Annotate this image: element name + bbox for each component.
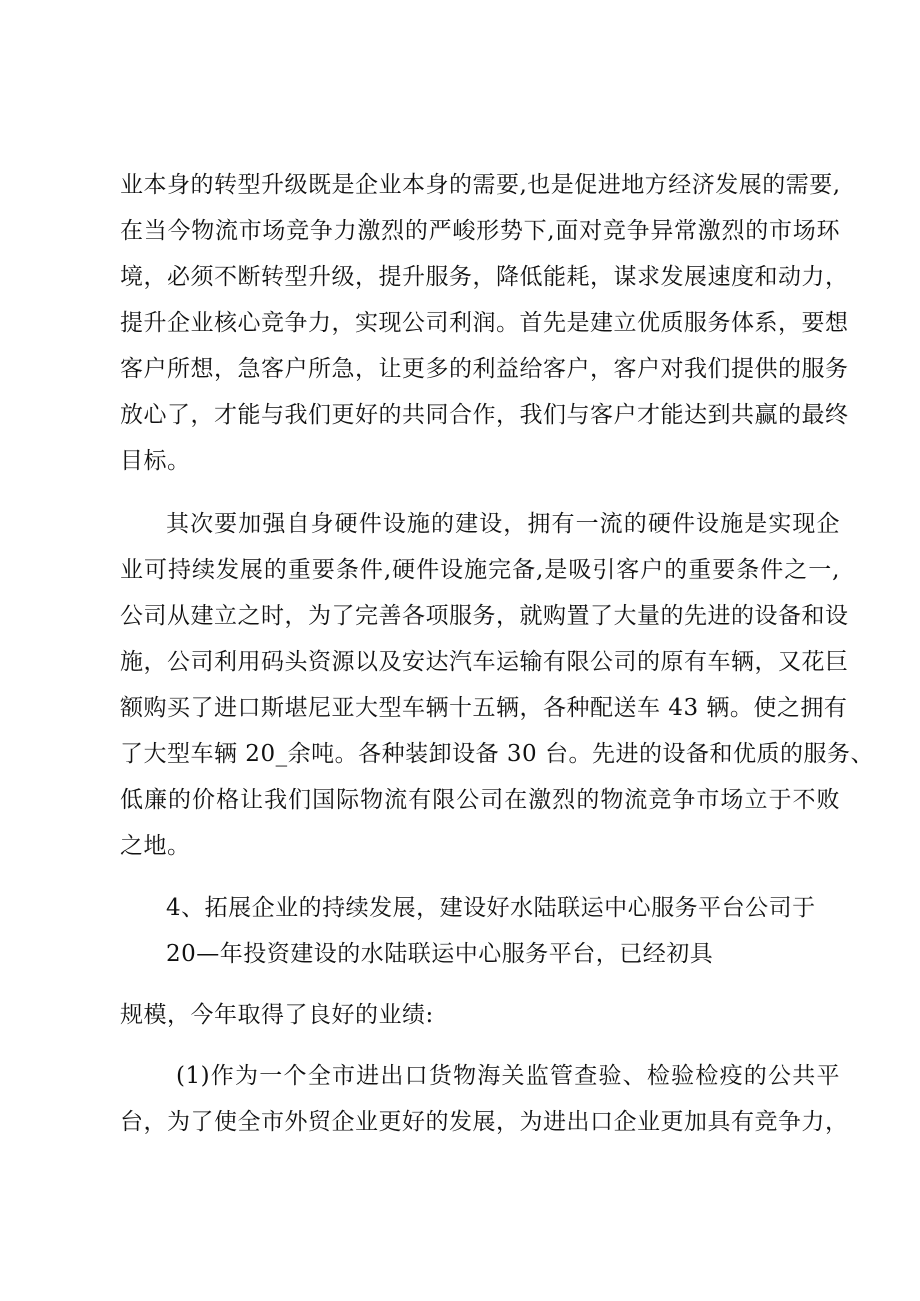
text-line: 提升企业核心竞争力，实现公司利润。首先是建立优质服务体系，要想 bbox=[120, 310, 849, 336]
text-line: 20—年投资建设的水陆联运中心服务平台，已经初具 bbox=[166, 941, 714, 967]
text-line: 放心了，才能与我们更好的共同合作，我们与客户才能达到共赢的最终 bbox=[120, 402, 849, 428]
text-line: 额购买了进口斯堪尼亚大型车辆十五辆，各种配送车 43 辆。使之拥有 bbox=[120, 695, 848, 721]
text-line: 了大型车辆 20_余吨。各种装卸设备 30 台。先进的设备和优质的服务、 bbox=[120, 741, 874, 767]
text-line: 目标。 bbox=[120, 448, 191, 474]
list-item-line: (1)作为一个全市进出口货物海关监管查验、检验检疫的公共平 bbox=[176, 1063, 840, 1089]
text-line: 施，公司利用码头资源以及安达汽车运输有限公司的原有车辆，又花巨 bbox=[120, 649, 849, 675]
text-line: 客户所想，急客户所急，让更多的利益给客户，客户对我们提供的服务 bbox=[120, 356, 849, 382]
text-line: 在当今物流市场竞争力激烈的严峻形势下,面对竞争异常激烈的市场环 bbox=[120, 218, 840, 244]
text-line: 业本身的转型升级既是企业本身的需要,也是促进地方经济发展的需要, bbox=[120, 172, 841, 198]
text-line: 境，必须不断转型升级，提升服务，降低能耗，谋求发展速度和动力， bbox=[120, 264, 849, 290]
text-line: 业可持续发展的重要条件,硬件设施完备,是吸引客户的重要条件之一, bbox=[120, 557, 840, 583]
text-line: 公司从建立之时，为了完善各项服务，就购置了大量的先进的设备和设 bbox=[120, 603, 849, 629]
text-line: 其次要加强自身硬件设施的建设，拥有一流的硬件设施是实现企 bbox=[166, 511, 840, 537]
text-line: 台，为了使全市外贸企业更好的发展，为进出口企业更加具有竞争力， bbox=[120, 1109, 849, 1135]
text-line: 之地。 bbox=[120, 833, 191, 859]
text-line: 低廉的价格让我们国际物流有限公司在激烈的物流竞争市场立于不败 bbox=[120, 787, 840, 813]
section-heading-line: 4、拓展企业的持续发展，建设好水陆联运中心服务平台公司于 bbox=[166, 895, 816, 921]
text-line: 规模，今年取得了良好的业绩: bbox=[120, 1002, 434, 1028]
